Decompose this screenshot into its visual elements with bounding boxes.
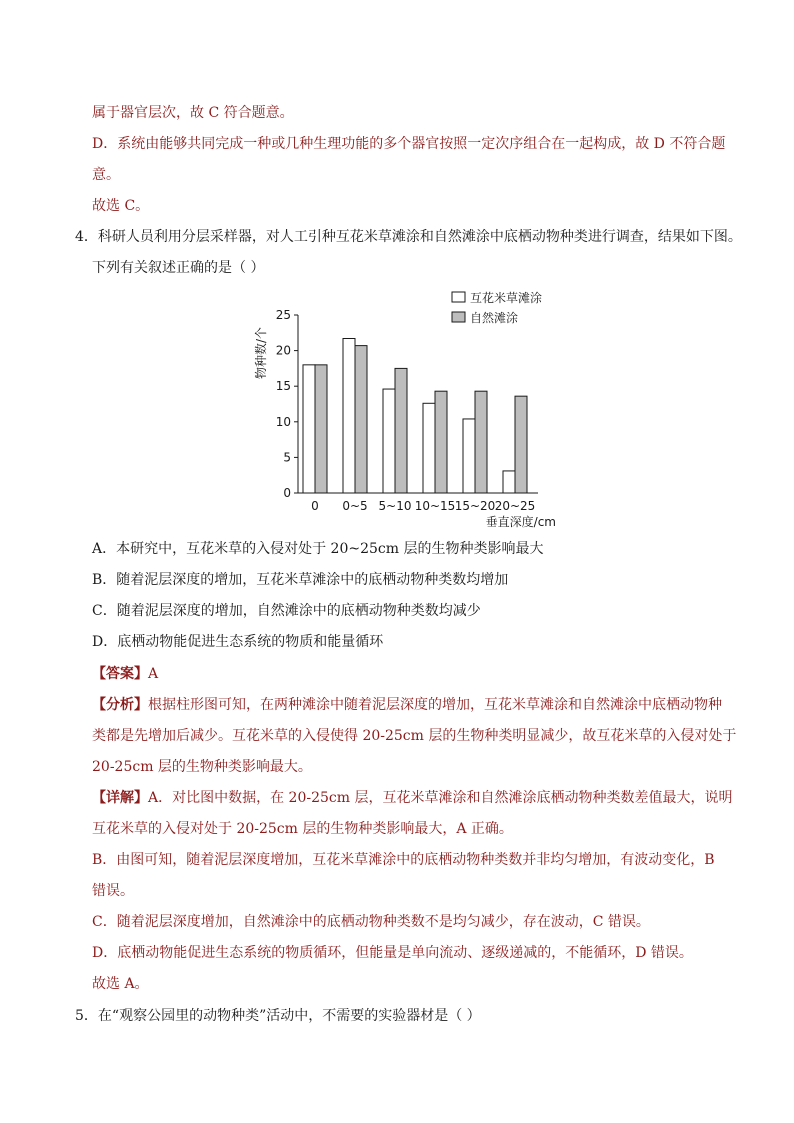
option-a: A．本研究中，互花米草的入侵对处于 20~25cm 层的生物种类影响最大 <box>92 541 544 557</box>
bar-natural-2 <box>395 368 407 493</box>
detail-line-c: C．随着泥层深度增加，自然滩涂中的底栖动物种类数不是均匀减少，存在波动，C 错误。 <box>92 914 650 930</box>
bar-chart <box>246 284 576 534</box>
x-tick-label: 10~15 <box>414 499 456 513</box>
detail-tag: 【详解】 <box>92 790 148 806</box>
detail-line-d: D．底栖动物能促进生态系统的物质循环，但能量是单向流动、逐级递减的，不能循环，D 错误。 <box>92 945 693 961</box>
x-tick-label: 15~20 <box>454 499 496 513</box>
detail-line-a2: 互花米草的入侵对处于 20-25cm 层的生物种类影响最大，A 正确。 <box>92 821 513 837</box>
bar-spartina-4 <box>463 419 475 493</box>
legend-swatch <box>452 312 465 322</box>
bar-natural-1 <box>355 346 367 493</box>
analysis-line-2: 类都是先增加后减少。互花米草的入侵使得 20-25cm 层的生物种类明显减少，故互花米草的入侵对处于 <box>92 728 737 744</box>
answer-line <box>92 664 158 684</box>
legend-label: 自然滩涂 <box>470 311 519 325</box>
question-4-stem: 4．科研人员利用分层采样器，对人工引种互花米草滩涂和自然滩涂中底栖动物种类进行调查，结果如下图。 <box>75 229 742 245</box>
bar-natural-3 <box>435 391 447 493</box>
y-tick-label: 10 <box>275 414 291 429</box>
bar-spartina-2 <box>383 389 395 493</box>
prev-answer-option-d-cont: 意。 <box>92 167 120 183</box>
x-tick-label: 20~25 <box>494 499 536 513</box>
x-tick-label: 0 <box>311 499 319 513</box>
chart-legend <box>452 290 542 325</box>
question-5-stem: 5．在“观察公园里的动物种类”活动中，不需要的实验器材是（ ） <box>75 1008 481 1024</box>
x-tick-label: 5~10 <box>378 499 412 513</box>
bar-spartina-1 <box>343 338 355 493</box>
bar-natural-5 <box>515 396 527 493</box>
x-axis-label: 垂直深度/cm <box>485 515 556 529</box>
legend-swatch <box>452 292 465 302</box>
detail-line-b2: 错误。 <box>92 883 134 899</box>
detail-text-a1: A．对比图中数据，在 20-25cm 层，互花米草滩涂和自然滩涂底栖动物种类数差值最大，说明 <box>148 790 733 806</box>
bar-natural-4 <box>475 391 487 493</box>
detail-line-b1: B．由图可知，随着泥层深度增加，互花米草滩涂中的底栖动物种类数并非均匀增加，有波动变化，B <box>92 852 715 868</box>
bar-spartina-0 <box>303 365 315 493</box>
detail-line-a1 <box>92 788 732 808</box>
x-tick-label: 0~5 <box>342 499 368 513</box>
prev-answer-line: 属于器官层次，故 C 符合题意。 <box>92 105 294 121</box>
answer-value: A <box>148 666 159 682</box>
y-axis-label: 物种数/个 <box>254 326 268 380</box>
option-c: C．随着泥层深度的增加，自然滩涂中的底栖动物种类数均减少 <box>92 603 481 619</box>
y-tick-label: 0 <box>283 486 291 500</box>
option-d: D．底栖动物能促进生态系统的物质和能量循环 <box>92 634 384 650</box>
analysis-tag: 【分析】 <box>92 697 148 713</box>
answer-tag: 【答案】 <box>92 666 148 682</box>
analysis-line-1 <box>92 695 722 715</box>
answer-choice: 故选 A。 <box>92 976 149 992</box>
chart-bars <box>303 338 527 493</box>
legend-label: 互花米草滩涂 <box>470 291 543 305</box>
question-4-stem-cont: 下列有关叙述正确的是（ ） <box>92 260 265 276</box>
bar-spartina-3 <box>423 403 435 493</box>
analysis-text-1: 根据柱形图可知，在两种滩涂中随着泥层深度的增加，互花米草滩涂和自然滩涂中底栖动物种 <box>148 697 722 713</box>
analysis-line-3: 20-25cm 层的生物种类影响最大。 <box>92 759 312 775</box>
bar-natural-0 <box>315 365 327 493</box>
y-tick-label: 5 <box>283 450 291 465</box>
y-tick-label: 15 <box>275 379 291 394</box>
y-tick-label: 25 <box>275 308 291 322</box>
y-tick-label: 20 <box>275 343 291 358</box>
prev-answer-choice: 故选 C。 <box>92 198 150 214</box>
option-b: B．随着泥层深度的增加，互花米草滩涂中的底栖动物种类数均增加 <box>92 572 509 588</box>
bar-spartina-5 <box>503 471 515 493</box>
prev-answer-option-d: D．系统由能够共同完成一种或几种生理功能的多个器官按照一定次序组合在一起构成，故 D 不符合题 <box>92 136 726 152</box>
